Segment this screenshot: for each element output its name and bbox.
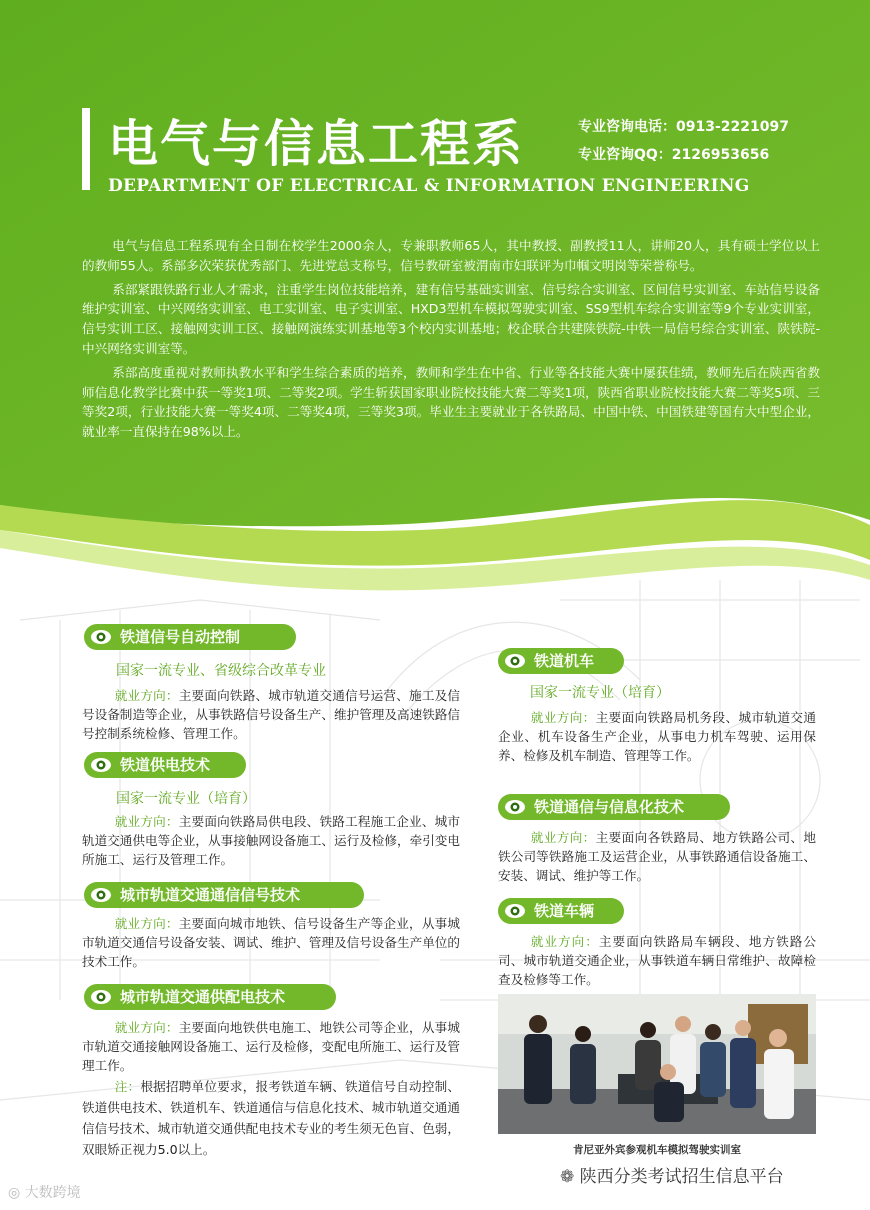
major-description: 就业方向：主要面向铁路、城市轨道交通信号运营、施工及信号设备制造等企业，从事铁路信号设备生产、维护管理及高速铁路信号控制系统检修、管理工作。 <box>82 688 461 741</box>
major-name: 城市轨道交通通信信号技术 <box>120 886 301 904</box>
major-description: 就业方向：主要面向铁路局机务段、城市轨道交通企业、机车设备生产企业，从事电力机车驾驶、运用保养、检修及机车制造、管理等工作。 <box>498 710 817 763</box>
job-direction-label: 就业方向： <box>530 830 596 845</box>
eye-icon <box>504 798 526 816</box>
job-direction-label: 就业方向： <box>114 688 179 703</box>
note-label: 注： <box>114 1079 141 1094</box>
major-title-power-supply <box>84 752 246 778</box>
photo-illustration <box>498 994 816 1134</box>
major-title-signal-control <box>84 624 296 650</box>
title-accent-bar <box>82 108 90 190</box>
contact-phone: 专业咨询电话：0913-2221097 <box>578 119 789 135</box>
watermark-left: ◎ 大数跨境 <box>8 1185 81 1201</box>
note-paragraph: 注：根据招聘单位要求，报考铁道车辆、铁道信号自动控制、铁道供电技术、铁道机车、铁道通信与信息化技术、城市轨道交通通信信号技术、城市轨道交通供配电技术专业的考生须无色盲、色弱，双眼矫正视力5.0以上。 <box>82 1079 461 1157</box>
intro-section <box>82 236 820 446</box>
major-level: 国家一流专业、省级综合改革专业 <box>116 663 326 679</box>
major-title-communication <box>498 794 730 820</box>
job-direction-label: 就业方向： <box>114 916 179 931</box>
major-level: 国家一流专业（培育） <box>530 685 670 701</box>
major-level: 国家一流专业（培育） <box>116 791 256 807</box>
major-description: 就业方向：主要面向城市地铁、信号设备生产等企业，从事城市轨道交通信号设备安装、调试、维护、管理及信号设备生产单位的技术工作。 <box>82 916 461 969</box>
major-name: 铁道机车 <box>534 652 595 670</box>
eye-icon <box>90 988 112 1006</box>
watermark-right: ❁ 陕西分类考试招生信息平台 <box>560 1167 784 1187</box>
major-title-locomotive <box>498 648 624 674</box>
major-title-rolling-stock <box>498 898 624 924</box>
major-name: 铁道车辆 <box>534 902 595 920</box>
job-direction-label: 就业方向： <box>530 934 599 949</box>
major-name: 铁道通信与信息化技术 <box>534 798 685 816</box>
job-direction-label: 就业方向： <box>530 710 596 725</box>
eye-icon <box>90 628 112 646</box>
intro-paragraph: 系部高度重视对教师执教水平和学生综合素质的培养，教师和学生在中省、行业等各技能大赛中屡获佳绩，教师先后在陕西省教师信息化教学比赛中获一等奖1项、二等奖2项。学生斩获国家职业院校技能大赛二等奖1项，陕西省职业院校技能大赛二等奖5项、三等奖2项，行业技能大赛一等奖4项、二等奖4项，三等奖3项。毕业生主要就业于各铁路局、中国中铁、中国铁建等国有大中型企业，就业率一直保持在98%以上。 <box>82 364 820 440</box>
page-title: 电气与信息工程系 <box>108 115 524 173</box>
major-description: 就业方向：主要面向地铁供电施工、地铁公司等企业，从事城市轨道交通接触网设备施工、运行及检修，变配电所施工、运行及管理工作。 <box>82 1020 461 1073</box>
major-description: 就业方向：主要面向铁路局车辆段、地方铁路公司、城市轨道交通企业，从事铁道车辆日常维护、故障检查及检修等工作。 <box>498 934 817 987</box>
training-room-photo <box>498 994 816 1134</box>
eye-icon <box>90 886 112 904</box>
major-description: 就业方向：主要面向铁路局供电段、铁路工程施工企业、城市轨道交通供电等企业，从事接触网设备施工、运行及检修，牵引变电所施工、运行及管理工作。 <box>82 814 461 867</box>
wechat-icon: ❁ <box>560 1167 580 1187</box>
job-direction-label: 就业方向： <box>114 1020 179 1035</box>
eye-icon <box>504 652 526 670</box>
major-name: 铁道信号自动控制 <box>120 628 241 646</box>
major-title-urban-rail-signal <box>84 882 364 908</box>
major-title-urban-rail-power <box>84 984 336 1010</box>
job-direction-label: 就业方向： <box>114 814 179 829</box>
major-description: 就业方向：主要面向各铁路局、地方铁路公司、地铁公司等铁路施工及运营企业，从事铁路通信设备施工、安装、调试、维护等工作。 <box>498 830 817 883</box>
intro-paragraph: 电气与信息工程系现有全日制在校学生2000余人，专兼职教师65人，其中教授、副教授11人，讲师20人，具有硕士学位以上的教师55人。系部多次荣获优秀部门、先进党总支称号，信号教研室被渭南市妇联评为巾帼文明岗等荣誉称号。 <box>82 238 820 273</box>
eye-icon <box>504 902 526 920</box>
eye-icon <box>90 756 112 774</box>
major-name: 城市轨道交通供配电技术 <box>120 988 286 1006</box>
watermark-logo-icon: ◎ <box>8 1185 25 1201</box>
major-name: 铁道供电技术 <box>120 756 211 774</box>
page-subtitle-en: DEPARTMENT OF ELECTRICAL & INFORMATION ENGINEERING <box>108 176 750 196</box>
photo-caption: 肯尼亚外宾参观机车模拟驾驶实训室 <box>573 1144 741 1156</box>
contact-qq: 专业咨询QQ：2126953656 <box>578 147 770 163</box>
intro-paragraph: 系部紧跟铁路行业人才需求，注重学生岗位技能培养，建有信号基础实训室、信号综合实训室、区间信号实训室、车站信号设备维护实训室、中兴网络实训室、电工实训室、电子实训室、HXD3型机车模拟驾驶实训室、SS9型机车综合实训室等9个专业实训室，信号实训工区、接触网实训工区、接触网演练实训基地等3个校内实训基地；校企联合共建陕铁院-中铁一局信号综合实训室、陕铁院-中兴网络实训室等。 <box>82 281 820 356</box>
